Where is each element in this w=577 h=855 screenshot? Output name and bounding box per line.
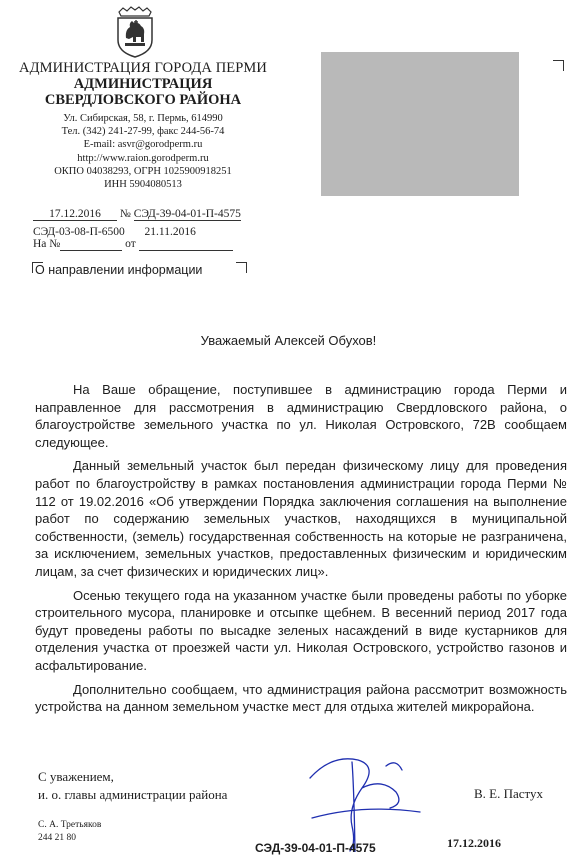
registration-line-3 bbox=[33, 238, 233, 251]
body-paragraph-4: Дополнительно сообщаем, что администрация района рассмотрит возможность устройства на данном земельном участке мест для отдыха жителей микрорайона. bbox=[35, 681, 567, 715]
phone-text: Тел. (342) 241-27-99, факс 244-56-74 bbox=[61, 126, 225, 138]
signer-position: и. о. главы администрации района bbox=[38, 787, 228, 802]
stamp-number: СЭД-39-04-01-П-4575 bbox=[255, 841, 376, 855]
org-admin-title: АДМИНИСТРАЦИЯ bbox=[73, 76, 213, 92]
registration-number-sign: № bbox=[119, 208, 131, 220]
organization-name bbox=[8, 60, 278, 108]
subject-corner-right bbox=[236, 262, 247, 273]
body-paragraph-2: Данный земельный участок был передан физическому лицу для проведения работ по благоустройству в рамках постановления администрации города Перми № 112 от 19.02.2016 «Об утверждении Порядка заключения соглашения на выполнение работ по содержанию земельных участков, находящихся в муниципальной собственности, (земель) государственная собственность на которые не разграничена, за исключением, земельных участков, предоставленных физическим и юридическим лицам, за счет физических и юридических лиц». bbox=[35, 458, 567, 579]
registration-number: СЭД-39-04-01-П-4575 bbox=[133, 208, 241, 220]
closing-regards: С уважением, bbox=[38, 769, 114, 784]
executor-block bbox=[38, 819, 101, 845]
email-text: E-mail: asvr@gorodperm.ru bbox=[83, 139, 203, 151]
org-district-name: СВЕРДЛОВСКОГО РАЙОНА bbox=[44, 92, 242, 108]
registration-date: 17.12.2016 bbox=[33, 208, 117, 221]
from-label: от bbox=[125, 238, 136, 250]
signer-name: В. Е. Пастух bbox=[474, 786, 544, 801]
registration-line-1 bbox=[33, 208, 241, 221]
org-city-name: АДМИНИСТРАЦИЯ ГОРОДА ПЕРМИ bbox=[19, 60, 267, 76]
reply-number-blank bbox=[60, 238, 122, 251]
executor-name: С. А. Третьяков bbox=[38, 820, 102, 830]
registration-line-2 bbox=[33, 226, 196, 238]
body-paragraph-1: На Ваше обращение, поступившее в администрацию города Перми и направленное для рассмотрения в администрацию Свердловского района, о благоустройстве земельного участка по ул. Николая Островского, 72В сообщаем следующее. bbox=[35, 382, 567, 450]
reference-date: 21.11.2016 bbox=[144, 226, 196, 238]
okpo-text: ОКПО 04038293, ОГРН 1025900918251 bbox=[54, 165, 232, 177]
stamp-date: 17.12.2016 bbox=[447, 836, 501, 850]
body-paragraph-3: Осенью текущего года на указанном участке были проведены работы по уборке строительного мусора, планировке и отсыпке щебнем. В весенний период 2017 года будут проведены работы по высадке зеленых насаждений в виде кустарников для отделения участка от проезжей части ул. Николая Островского, устройство газонов и асфальтирование. bbox=[35, 587, 567, 673]
website-text: http://www.raion.gorodperm.ru bbox=[77, 152, 209, 164]
reply-date-blank bbox=[139, 238, 233, 251]
coat-of-arms-icon bbox=[115, 6, 155, 58]
addressee-corner-mark bbox=[553, 60, 564, 71]
closing-block bbox=[38, 768, 227, 804]
address-text: Ул. Сибирская, 58, г. Пермь, 614990 bbox=[63, 113, 223, 124]
reference-number: СЭД-03-08-П-6500 bbox=[33, 226, 125, 238]
handwritten-signature bbox=[292, 748, 442, 852]
inn-text: ИНН 5904080513 bbox=[104, 179, 182, 191]
letter-subject: О направлении информации bbox=[35, 263, 203, 277]
redacted-addressee bbox=[321, 52, 519, 196]
executor-phone: 244 21 80 bbox=[38, 833, 76, 843]
letter-body bbox=[35, 381, 567, 722]
salutation: Уважаемый Алексей Обухов! bbox=[200, 333, 377, 348]
reply-label: На № bbox=[33, 238, 61, 250]
contacts-block bbox=[8, 112, 278, 191]
